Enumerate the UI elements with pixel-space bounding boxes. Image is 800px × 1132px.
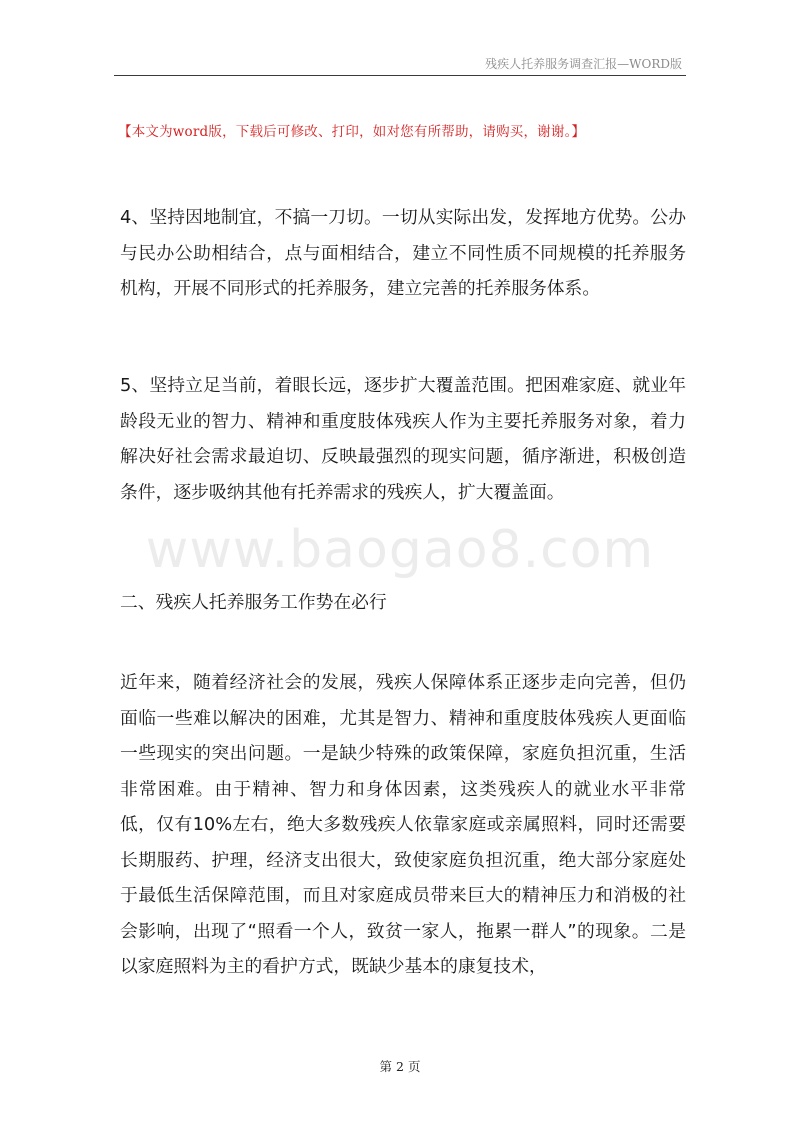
paragraph-principle-5: 5、坚持立足当前，着眼长远，逐步扩大覆盖范围。把困难家庭、就业年龄段无业的智力、精神和重度肢体残疾人作为主要托养服务对象，着力解决好社会需求最迫切、反映最强烈的现实问题，循序渐进，积极创造条件，逐步吸纳其他有托养需求的残疾人，扩大覆盖面。 bbox=[120, 375, 686, 503]
paragraph-background: 近年来，随着经济社会的发展，残疾人保障体系正逐步走向完善，但仍面临一些难以解决的困难，尤其是智力、精神和重度肢体残疾人更面临一些现实的突出问题。一是缺少特殊的政策保障，家庭负担沉重，生活非常困难。由于精神、智力和身体因素，这类残疾人的就业水平非常低，仅有10%左右，绝大多数残疾人依靠家庭或亲属照料，同时还需要长期服药、护理，经济支出很大，致使家庭负担沉重，绝大部分家庭处于最低生活保障范围，而且对家庭成员带来巨大的精神压力和消极的社会影响，出现了“照看一个人，致贫一家人，拖累一群人”的现象。二是以家庭照料为主的看护方式，既缺少基本的康复技术， bbox=[120, 672, 686, 977]
paragraph-principle-4: 4、坚持因地制宜，不搞一刀切。一切从实际出发，发挥地方优势。公办与民办公助相结合，点与面相结合，建立不同性质不同规模的托养服务机构，开展不同形式的托养服务，建立完善的托养服务体系。 bbox=[120, 207, 686, 299]
page-number: 第 2 页 bbox=[379, 1059, 421, 1074]
watermark: www.baogao8.com bbox=[145, 520, 655, 580]
purchase-notice: 【本文为word版，下载后可修改、打印，如对您有所帮助，请购买，谢谢。】 bbox=[118, 124, 586, 140]
section-heading: 二、残疾人托养服务工作势在必行 bbox=[120, 592, 387, 613]
running-header-title: 残疾人托养服务调查汇报—WORD版 bbox=[485, 57, 682, 71]
header-divider bbox=[114, 75, 686, 76]
